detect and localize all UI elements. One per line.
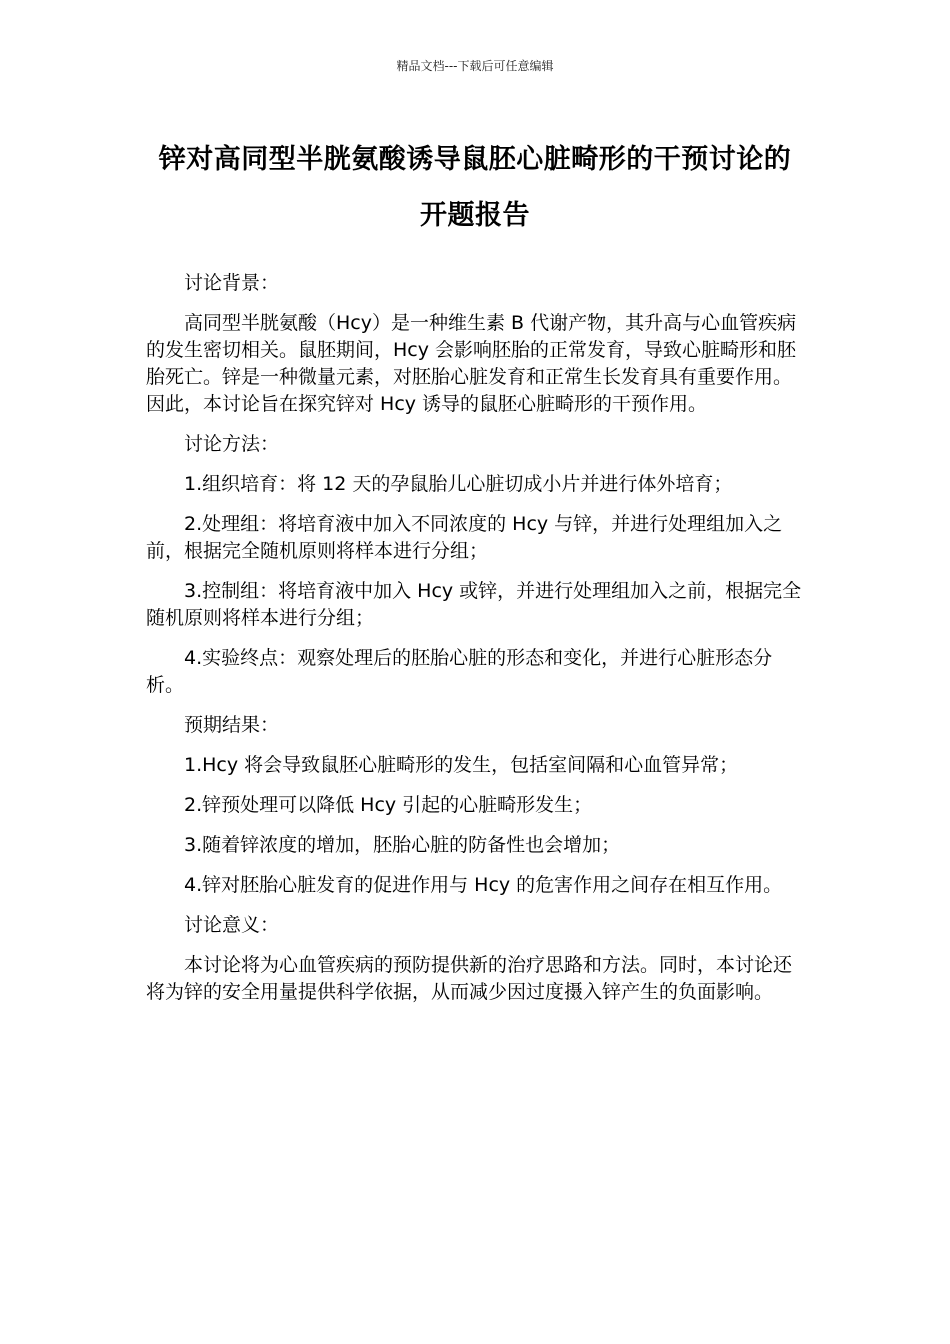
expected-item: 4.锌对胚胎心脏发育的促进作用与 Hcy 的危害作用之间存在相互作用。	[184, 874, 783, 896]
methods-heading: 讨论方法：	[184, 433, 280, 455]
expected-item: 3.随着锌浓度的增加，胚胎心脏的防备性也会增加；	[184, 834, 621, 856]
title-line-2: 开题报告	[420, 200, 530, 231]
header-note: 精品文档---下载后可任意编辑	[396, 59, 554, 73]
methods-item: 1.组织培育：将 12 天的孕鼠胎儿心脏切成小片并进行体外培育；	[184, 473, 733, 495]
background-paragraph: 高同型半胱氨酸（Hcy）是一种维生素 B 代谢产物，其升高与心血管疾病的发生密切相关。鼠胚期间，Hcy 会影响胚胎的正常发育，导致心脏畸形和胚胎死亡。锌是一种微量元素，对胚胎心脏发育和正常生长发育具有重要作用。因此，本讨论旨在探究锌对 Hcy 诱导的鼠胚心脏畸形的干预作用。	[146, 312, 797, 415]
title-line-1: 锌对高同型半胱氨酸诱导鼠胚心脏畸形的干预讨论的	[158, 144, 792, 175]
background-heading: 讨论背景：	[184, 272, 280, 294]
methods-item: 3.控制组：将培育液中加入 Hcy 或锌，并进行处理组加入之前，根据完全随机原则将样本进行分组；	[146, 580, 802, 629]
document-body	[146, 270, 806, 1019]
document-title	[120, 132, 830, 244]
expected-heading: 预期结果：	[184, 714, 280, 736]
methods-item: 4.实验终点：观察处理后的胚胎心脏的形态和变化，并进行心脏形态分析。	[146, 647, 773, 696]
methods-item: 2.处理组：将培育液中加入不同浓度的 Hcy 与锌，并进行处理组加入之前，根据完全随机原则将样本进行分组；	[146, 513, 783, 562]
significance-paragraph: 本讨论将为心血管疾病的预防提供新的治疗思路和方法。同时，本讨论还将为锌的安全用量提供科学依据，从而减少因过度摄入锌产生的负面影响。	[146, 954, 793, 1003]
expected-item: 2.锌预处理可以降低 Hcy 引起的心脏畸形发生；	[184, 794, 593, 816]
expected-item: 1.Hcy 将会导致鼠胚心脏畸形的发生，包括室间隔和心血管异常；	[184, 754, 739, 776]
significance-heading: 讨论意义：	[184, 914, 280, 936]
